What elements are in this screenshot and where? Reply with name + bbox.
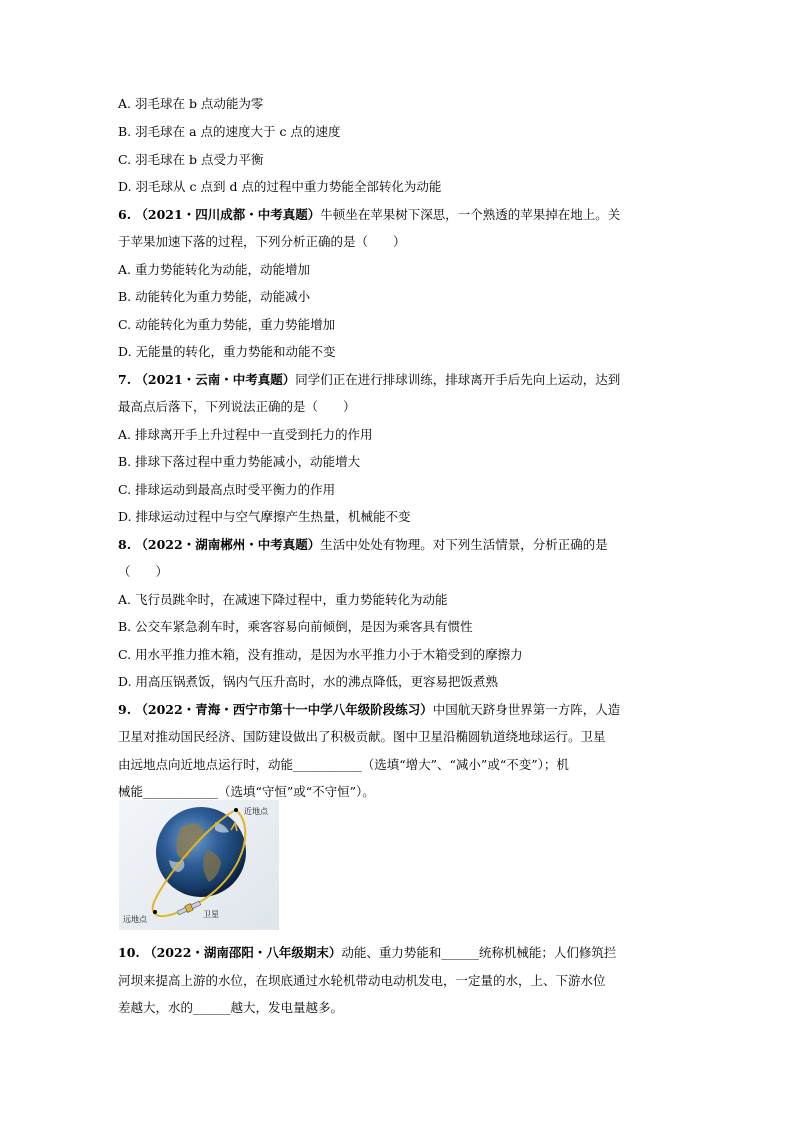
perigee-label: 近地点 [244, 807, 268, 816]
q5-option-a: A. 羽毛球在 b 点动能为零 [118, 96, 264, 111]
q6-stem-line2: 于苹果加速下落的过程，下列分析正确的是（ ） [118, 234, 406, 249]
q10-stem-line1 [118, 945, 616, 961]
q5-option-b: B. 羽毛球在 a 点的速度大于 c 点的速度 [118, 124, 341, 139]
q7-option-a: A. 排球离开手上升过程中一直受到托力的作用 [118, 427, 373, 442]
apogee-label: 远地点 [123, 915, 147, 924]
q5-option-c: C. 羽毛球在 b 点受力平衡 [118, 152, 264, 167]
perigee-point [234, 808, 238, 812]
q10-source: 10. （2022・湖南邵阳・八年级期末） [118, 945, 342, 960]
q7-option-c: C. 排球运动到最高点时受平衡力的作用 [118, 482, 336, 497]
q7-option-d: D. 排球运动过程中与空气摩擦产生热量，机械能不变 [118, 509, 411, 524]
orbit-figure [119, 800, 279, 930]
q10-stem-line3: 差越大，水的______越大，发电量越多。 [118, 1000, 344, 1015]
q6-stem-line1 [118, 207, 620, 223]
q8-option-a: A. 飞行员跳伞时，在减速下降过程中，重力势能转化为动能 [118, 592, 448, 607]
q8-text-1: 生活中处处有物理。对下列生活情景，分析正确的是 [320, 537, 608, 552]
q8-stem-line2: （ ） [118, 564, 169, 579]
earth [156, 807, 246, 897]
q9-text-1: 中国航天跻身世界第一方阵，人造 [432, 702, 621, 717]
q8-option-c: C. 用水平推力推木箱，没有推动，是因为水平推力小于木箱受到的摩擦力 [118, 647, 523, 662]
q10-text-1: 动能、重力势能和______统称机械能；人们修筑拦 [341, 945, 617, 960]
q8-option-d: D. 用高压锅煮饭，锅内气压升高时，水的沸点降低，更容易把饭煮熟 [118, 674, 499, 689]
satellite-label: 卫星 [203, 910, 219, 919]
q9-source: 9. （2022・青海・西宁市第十一中学八年级阶段练习） [118, 702, 433, 717]
q8-source: 8. （2022・湖南郴州・中考真题） [118, 537, 321, 552]
q9-stem-line1 [118, 702, 620, 718]
q6-option-a: A. 重力势能转化为动能，动能增加 [118, 262, 310, 277]
q8-stem-line1 [118, 537, 608, 553]
q9-stem-line2: 卫星对推动国民经济、国防建设做出了积极贡献。图中卫星沿椭圆轨道绕地球运行。卫星 [118, 729, 606, 744]
q6-text-1: 牛顿坐在苹果树下深思，一个熟透的苹果掉在地上。关 [320, 207, 621, 222]
q7-source: 7. （2021・云南・中考真题） [118, 372, 296, 387]
q7-stem-line1 [118, 372, 620, 388]
q5-option-d: D. 羽毛球从 c 点到 d 点的过程中重力势能全部转化为动能 [118, 179, 442, 194]
q7-option-b: B. 排球下落过程中重力势能减小，动能增大 [118, 454, 361, 469]
q6-option-b: B. 动能转化为重力势能，动能减小 [118, 289, 311, 304]
q6-option-c: C. 动能转化为重力势能，重力势能增加 [118, 317, 336, 332]
q8-option-b: B. 公交车紧急刹车时，乘客容易向前倾倒，是因为乘客具有惯性 [118, 619, 473, 634]
q7-stem-line2: 最高点后落下，下列说法正确的是（ ） [118, 399, 356, 414]
apogee-point [153, 910, 157, 914]
orbit-diagram [119, 800, 279, 930]
q10-stem-line2: 河坝来提高上游的水位，在坝底通过水轮机带动电动机发电，一定量的水，上、下游水位 [118, 973, 606, 988]
q9-stem-line3: 由远地点向近地点运行时，动能___________（选填“增大”、“减小”或“不变”）；机 [118, 757, 569, 772]
q7-text-1: 同学们正在进行排球训练，排球离开手后先向上运动，达到 [295, 372, 621, 387]
q6-source: 6. （2021・四川成都・中考真题） [118, 207, 321, 222]
q9-stem-line4: 械能____________（选填“守恒”或“不守恒”）。 [118, 784, 375, 799]
q6-option-d: D. 无能量的转化，重力势能和动能不变 [118, 344, 336, 359]
